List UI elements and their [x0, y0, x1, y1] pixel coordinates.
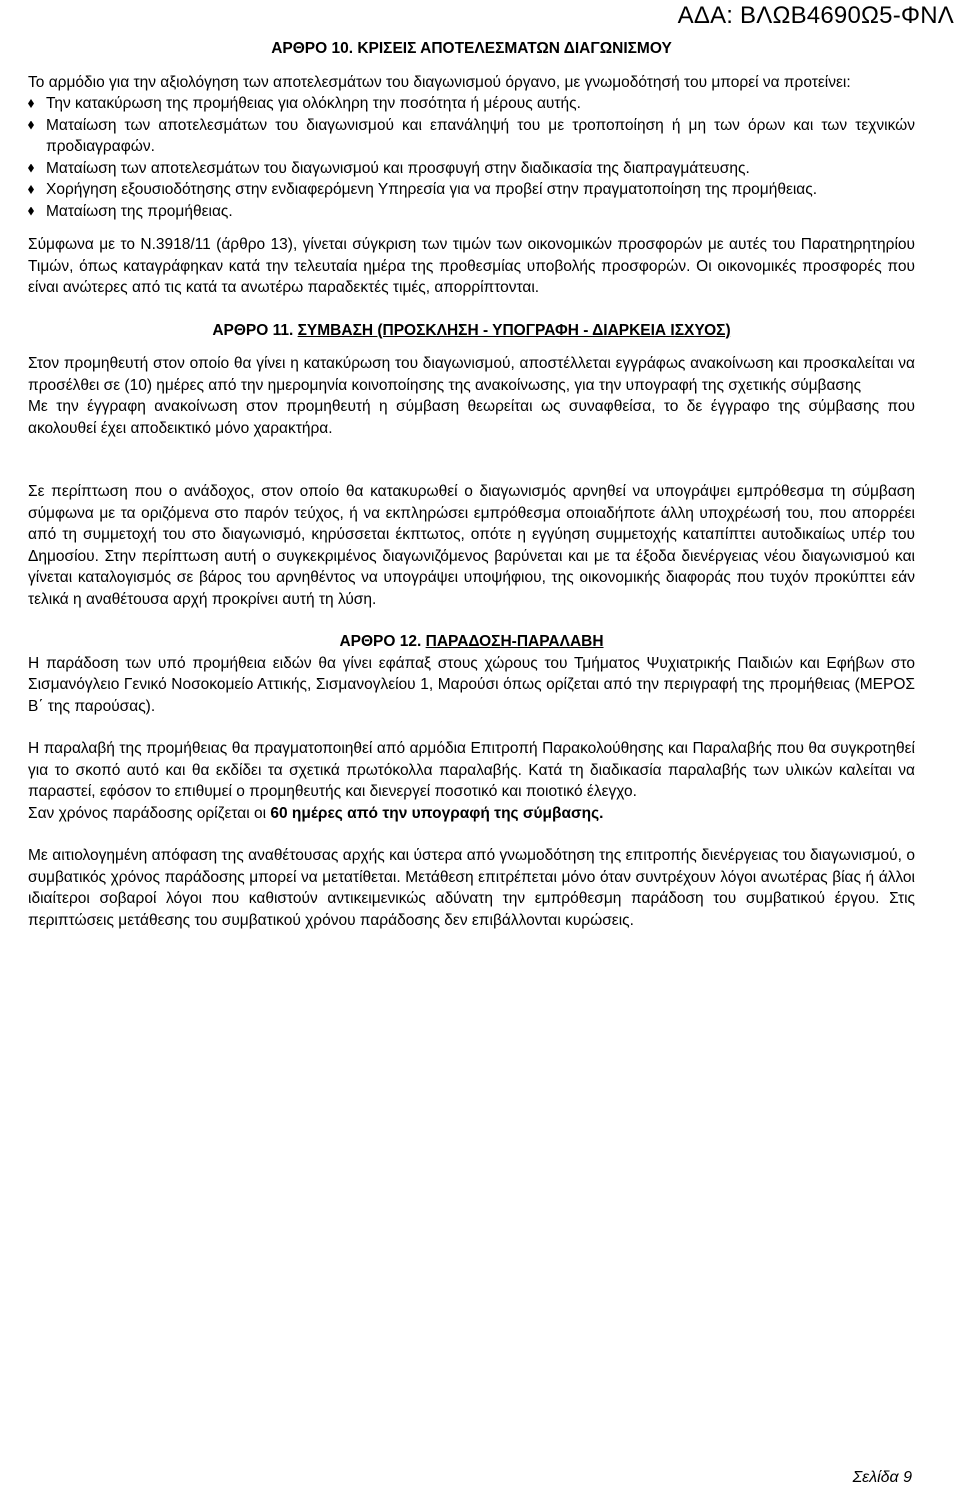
ada-code: ΑΔΑ: ΒΛΩΒ4690Ω5-ΦΝΛ	[677, 2, 954, 29]
diamond-bullet-icon	[28, 207, 34, 216]
article-12-paragraph-1: Η παράδοση των υπό προμήθεια ειδών θα γίνει εφάπαξ στους χώρους του Τμήματος Ψυχιατρικής Παιδιών και Εφήβων στο Σισμανόγλειο Γενικό Νοσοκομείο Αττικής, Σισμανογλείου 1, Μαρούσι όπως ορίζεται από την περιγραφή της προμήθειας (ΜΕΡΟΣ Β΄ της παρούσας).	[28, 654, 915, 715]
list-item: Χορήγηση εξουσιοδότησης στην ενδιαφερόμενη Υπηρεσία για να προβεί στην πραγματοποίηση της προμήθειας.	[28, 179, 915, 201]
article-10-title: ΑΡΘΡΟ 10. ΚΡΙΣΕΙΣ ΑΠΟΤΕΛΕΣΜΑΤΩΝ ΔΙΑΓΩΝΙΣΜΟΥ	[271, 40, 672, 57]
page-number: Σελίδα 9	[852, 1469, 912, 1486]
diamond-bullet-icon	[28, 99, 34, 108]
diamond-bullet-icon	[28, 121, 34, 130]
document-body	[28, 38, 915, 931]
article-11-paragraph-2: Με την έγγραφη ανακοίνωση στον προμηθευτή η σύμβαση θεωρείται ως συναφθείσα, το δε έγγραφο της σύμβασης που ακολουθεί έχει αποδεικτικό μόνο χαρακτήρα.	[28, 398, 915, 437]
list-item: Ματαίωση των αποτελεσμάτων του διαγωνισμού και επανάληψή του με τροποποίηση ή μη των όρων και των τεχνικών προδιαγραφών.	[28, 115, 915, 158]
article-11-title: ΑΡΘΡΟ 11. ΣΥΜΒΑΣΗ (ΠΡΟΣΚΛΗΣΗ - ΥΠΟΓΡΑΦΗ - ΔΙΑΡΚΕΙΑ ΙΣΧΥΟΣ)	[212, 321, 731, 339]
article-11-paragraph-3: Σε περίπτωση που ο ανάδοχος, στον οποίο θα κατακυρωθεί ο διαγωνισμός αρνηθεί να υπογράψει εμπρόθεσμα τη σύμβαση σύμφωνα με τα οριζόμενα στο παρόν τεύχος, ή να εκπληρώσει εμπρόθεσμα οποιαδήποτε άλλη υποχρέωσή του, που απορρέει από τη συμμετοχή του στο διαγωνισμό, κηρύσσεται έκπτωτος, οπότε η εγγύηση συμμετοχής καταπίπτει αυτοδικαίως υπέρ του Δημοσίου. Στην περίπτωση αυτή ο συγκεκριμένος διαγωνιζόμενος βαρύνεται και με τα έξοδα διενέργειας νέου διαγωνισμού και γίνεται καταλογισμός σε βάρος του αρνηθέντος να υπογράψει υποψήφιου, της οικονομικής διαφοράς που τυχόν προκύπτει εάν τελικά η αναθέτουσα αρχή προκρίνει αυτή τη λύση.	[28, 483, 915, 608]
article-11-paragraph-1: Στον προμηθευτή στον οποίο θα γίνει η κατακύρωση του διαγωνισμού, αποστέλλεται εγγράφως ανακοίνωση και προσκαλείται να προσέλθει σε (10) ημέρες από την ημερομηνία κοινοποίησης της ανακοίνωσης, για την υπογραφή της σχετικής σύμβασης	[28, 355, 915, 394]
diamond-bullet-icon	[28, 164, 34, 173]
article-10-options-list	[28, 93, 915, 222]
article-12-paragraph-4: Με αιτιολογημένη απόφαση της αναθέτουσας αρχής και ύστερα από γνωμοδότηση της επιτροπής διενέργειας του διαγωνισμού, ο συμβατικός χρόνος παράδοσης μπορεί να μετατίθεται. Μετάθεση επιτρέπεται μόνο όταν συντρέχουν λόγοι ανωτέρας βίας ή άλλοι ιδιαίτεροι σοβαροί λόγοι που καθιστούν αντικειμενικώς αδύνατη την εμπρόθεσμη παράδοση του συμβατικού έργου. Στις περιπτώσεις μετάθεσης του συμβατικού χρόνου παράδοσης δεν επιβάλλονται κυρώσεις.	[28, 847, 915, 929]
list-item: Την κατακύρωση της προμήθειας για ολόκληρη την ποσότητα ή μέρους αυτής.	[28, 93, 915, 115]
list-item: Ματαίωση της προμήθειας.	[28, 201, 915, 223]
diamond-bullet-icon	[28, 185, 34, 194]
article-12-delivery-time: Σαν χρόνος παράδοσης ορίζεται οι 60 ημέρες από την υπογραφή της σύμβασης.	[28, 804, 604, 822]
article-12-title: ΑΡΘΡΟ 12. ΠΑΡΑΔΟΣΗ-ΠΑΡΑΛΑΒΗ	[339, 633, 604, 650]
article-10-intro: Το αρμόδιο για την αξιολόγηση των αποτελεσμάτων του διαγωνισμού όργανο, με γνωμοδότησή του μπορεί να προτείνει:	[28, 73, 851, 91]
list-item: Ματαίωση των αποτελεσμάτων του διαγωνισμού και προσφυγή στην διαδικασία της διαπραγμάτευσης.	[28, 158, 915, 180]
article-12-paragraph-2: Η παραλαβή της προμήθειας θα πραγματοποιηθεί από αρμόδια Επιτροπή Παρακολούθησης και Παραλαβής που θα συγκροτηθεί για το σκοπό αυτό και θα εκδίδει τα σχετικά πρωτόκολλα παραλαβής. Κατά τη διαδικασία παραλαβής των υλικών καλείται να παραστεί, εφόσον το επιθυμεί ο προμηθευτής και διενεργεί ποσοτικό και ποιοτικό έλεγχο.	[28, 740, 915, 800]
article-10-paragraph: Σύμφωνα με το Ν.3918/11 (άρθρο 13), γίνεται σύγκριση των τιμών των οικονομικών προσφορών με αυτές του Παρατηρητηρίου Τιμών, όπως καταγράφηκαν κατά την τελευταία ημέρα της προθεσμίας υποβολής προσφορών. Οι οικονομικές προσφορές που είναι ανώτερες από τις κατά τα ανωτέρω παραδεκτές τιμές, απορρίπτονται.	[28, 236, 915, 296]
